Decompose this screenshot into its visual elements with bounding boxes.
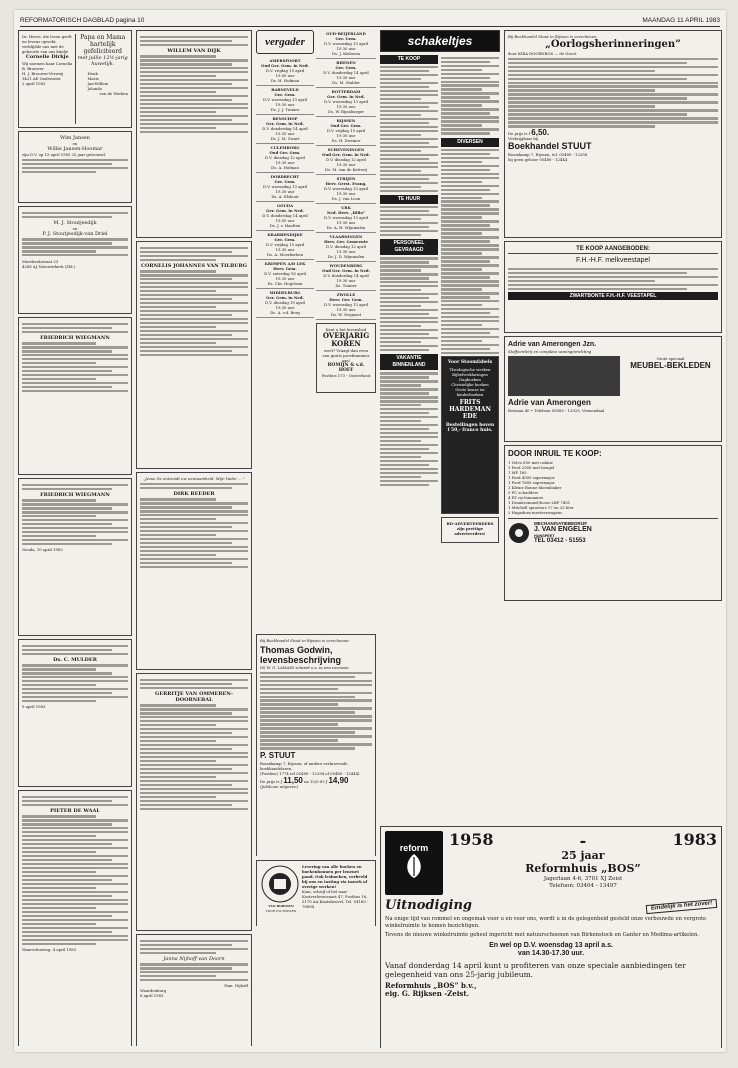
church-entry: [316, 117, 376, 146]
church-preacher: Ds. W. Rijnsburger: [328, 109, 364, 114]
reform-body-1: Na enige tijd van rommel en ongemak voor u en voor ons, wordt u in de gelegenheid gesteld onze verbouwde en vergrote winkelruimte te komen bezichtigen.: [385, 916, 707, 929]
church-entry: [256, 144, 314, 173]
reform-leaf-icon: [399, 851, 429, 881]
church-place: RIJSSEN: [336, 118, 356, 123]
church-entry: [256, 115, 314, 144]
diversen-banner: DIVERSEN: [441, 138, 499, 147]
reformhuis-box: [380, 826, 722, 1048]
rd-advertisers-text: RD-ADVERTEERDERS zijn prettige adverteerders!: [446, 520, 494, 536]
reform-sign: Reformhuis „BOS” b.v.,: [385, 980, 477, 990]
hardeman-name: FRITS HARDEMAN: [449, 398, 491, 413]
schakeltjes-right: [441, 55, 499, 835]
van-dijk-obituary: [136, 30, 252, 238]
reform-year-2: 1983: [672, 830, 717, 849]
church-entry: [316, 291, 376, 320]
masthead: [20, 14, 720, 27]
koren-brand: ROMIJN & v.d. HOFF: [327, 363, 365, 373]
church-preacher: Ds. J. M. Zwart: [270, 136, 300, 141]
nijhoff-sign: Fam. Nijhoff: [224, 983, 248, 989]
wim-name: Willie Jansen-Hoomar: [47, 146, 103, 152]
hardeman-title: Voor Stoomfabels: [447, 359, 493, 365]
church-preacher: Ds. A. Moerkerken: [266, 252, 304, 257]
church-time: 19.30 uur: [275, 189, 295, 194]
mech-tel: TEL 03412 - 51553: [534, 538, 586, 544]
church-kind: Herv. Ger. Gem.: [329, 297, 363, 302]
church-time: 19.30 uur: [275, 247, 295, 252]
church-entry: [256, 260, 314, 289]
church-preacher: Ds. A. Elshout: [271, 194, 299, 199]
church-time: 19.30 uur: [275, 160, 295, 165]
church-date: D.V. vrijdag 15 april: [265, 242, 305, 247]
godwin-note: (Jubileum uitgaven): [260, 784, 299, 790]
te-koop-aangeboden-ad: [504, 241, 722, 333]
church-time: 19.30 uur: [336, 191, 356, 196]
wim-en: en: [72, 141, 78, 146]
papa-mama-sub: met jullie 12½-jarig huwelijk.: [77, 55, 128, 67]
door-inruil-item: 1 Ford 4000 supermajor: [508, 475, 555, 480]
godwin-price-sub: na 15/5-83 ƒ: [304, 779, 328, 785]
mulder-date: 9 april 1983: [22, 703, 46, 709]
church-time: 19.30 uur: [336, 162, 356, 167]
schakeltjes-title: schakeltjes: [407, 33, 473, 48]
aangeboden-item: F.H.-H.F. melkveestapel: [576, 257, 650, 264]
church-preacher: Ds. H. Zwemer: [331, 138, 361, 143]
schakeltjes-left: [380, 55, 438, 835]
amerongen-ad: [504, 336, 722, 442]
van-tilburg-obituary: [136, 241, 252, 469]
stoutjesdijk-address: Meerkerkstraat 23 4268 AJ Nieuwerkerk (Zld.): [22, 259, 76, 270]
church-preacher: Ds. M. Mulder: [332, 80, 360, 85]
oorlog-intro: Bij Boekhandel Stuut in Rijssen is verschenen:: [508, 34, 598, 39]
oorlogsherinneringen-ad: [504, 30, 722, 238]
vergader-logo-text: vergader: [265, 35, 305, 48]
aangeboden-footer: ZWARTBONTE F.H.-H.F. VEESTAPEL: [508, 292, 718, 300]
reform-body-2: Tevens de nieuwe winkelruimte geheel ingericht met natuurschoenen van Birkenstock en Ganter en Medima-artikelen.: [385, 932, 699, 938]
reformhuis-ad: [380, 826, 722, 1048]
godwin-price: 11,50: [283, 776, 303, 786]
church-place: BARNEVELD: [271, 87, 299, 92]
van-horssen-address: Kom, schrijf of bel naar Kostverlorenvaart 47, Postbus 16, 5170 AA Kaatsheuvel, Tel. 04160 - 76894: [302, 889, 369, 909]
church-preacher: Ds. J. D. Wijnmalen: [327, 254, 365, 259]
papa-mama-names: Henk Marie Jan-Willem Jolanda: [87, 71, 109, 91]
vakantie-banner: VAKANTIE BINNENLAND: [380, 354, 438, 370]
church-preacher: Ds. J. J. Tuinier: [270, 107, 300, 112]
reform-year-1: 1958: [449, 830, 494, 849]
church-preacher: Ds. Tuinier: [335, 283, 357, 288]
van-horssen-ring: VAN HORSSEN: [268, 904, 294, 908]
nijhoff-obituary: [136, 934, 252, 1046]
hardeman-ad: [441, 356, 499, 514]
church-entry: [316, 30, 376, 59]
church-date: D.V. woensdag 13 april: [323, 186, 369, 191]
rd-advertisers-box: [441, 517, 499, 543]
wiegmann-title: FRIEDRICH WIEGMANN: [40, 334, 110, 341]
church-place: KRIMPEN A/D LEK: [264, 261, 306, 266]
koren-top: Kent u het levenslied: [325, 327, 367, 332]
column-4-vergader: [316, 30, 376, 630]
church-place: STRIJEN: [336, 176, 356, 181]
church-date: D.V. zaterdag 16 april: [264, 271, 306, 276]
door-inruil-item: 4 PZ cyclomaaiers: [508, 495, 544, 500]
reform-sign-2: eig. G. Rijksen -Zeist.: [385, 988, 470, 998]
reform-zover: Eindelijk is het zover!: [645, 898, 717, 913]
amerongen-sub: Stoffeerderij en complete woninginrichting: [508, 349, 592, 354]
church-date: D.V. vrijdag 15 april: [265, 68, 305, 73]
hardeman-city: EDE: [462, 412, 478, 420]
reform-open-2: van 14.30-17.30 uur.: [517, 949, 585, 957]
church-place: MIDDELBURG: [269, 290, 301, 295]
godwin-intro: Bij Boekhandel Stuut in Rijssen is verschenen:: [260, 638, 350, 643]
stoutjesdijk-en: en: [72, 225, 78, 231]
church-date: D.V. vrijdag 15 april: [326, 128, 366, 133]
de-waal-obituary: [18, 790, 132, 1046]
wim-text: zijn D.V. op 15 april 1983 25 jaar getrouwd.: [22, 152, 107, 157]
reform-jaar: 25 jaar: [561, 849, 605, 862]
godwin-ad: [256, 634, 376, 856]
vergader-logo: [256, 30, 314, 54]
door-inruil-item: 1 Kleine Ronne bloembaker: [508, 485, 562, 490]
church-kind: Ger. Gem.: [335, 36, 357, 41]
amerongen-title: Adrie van Amerongen Jzn.: [508, 341, 597, 348]
birth-ad-text: Dr. Heere, die leven geeft en levens opwekt, verblijdde ons met de geboorte van ons kindje: [22, 34, 72, 54]
church-entry: [316, 262, 376, 291]
van-horssen-sub: VOOR UW BOEKEN: [265, 909, 297, 913]
church-listing-col4: [316, 30, 376, 320]
church-kind: Oud Ger. Gem.: [330, 123, 362, 128]
church-kind: Ger. Gem.: [274, 179, 296, 184]
van-ommeren-obituary: [136, 673, 252, 931]
door-inruil-item: 1 Ford 2000 met beugel: [508, 465, 555, 470]
church-time: 19.30 uur: [336, 220, 356, 225]
birth-ad: [18, 30, 132, 128]
church-place: OUD-BEIJERLAND: [326, 31, 366, 36]
church-kind: Ned. Herv. „Bilio”: [326, 210, 366, 215]
door-inruil-item: 1 MF 165: [508, 470, 527, 475]
church-preacher: Ds. A. H. Wijnmalen: [326, 225, 366, 230]
van-horssen-ad: [256, 860, 376, 926]
birth-ad-parents: B. Brouwer H. J. Brouwer-Verweij: [22, 66, 64, 76]
birth-ad-sign: Wij noemen haar Cornelia: [22, 61, 73, 66]
stoutjesdijk-ad: [18, 206, 132, 314]
reeder-quote: „Jezus Ge ontzondt uw eenzaamheid. Mijn Vader ... ”: [143, 476, 245, 481]
column-2: [136, 30, 252, 1046]
church-entry: [316, 88, 376, 117]
church-date: D.V. woensdag 13 april: [323, 215, 369, 220]
church-date: D.V. woensdag 13 april: [323, 41, 369, 46]
church-place: VLAARDINGEN: [329, 234, 363, 239]
church-time: 19.00 uur: [275, 218, 295, 223]
church-date: D.V. woensdag 13 april: [323, 302, 369, 307]
church-place: AMERSFOORT: [269, 58, 301, 63]
wiegmann-date: Gouda, 10 april 1983: [22, 546, 63, 552]
te-koop-banner: TE KOOP: [380, 55, 438, 64]
church-time: 19.30 uur: [275, 102, 295, 107]
church-date: D.V. woensdag 13 april: [262, 184, 308, 189]
church-place: CULEMBORG: [270, 145, 300, 150]
reform-address: Jagerlaan 4-6, 3701 XJ Zeist: [543, 876, 623, 882]
door-inruil-list: [508, 460, 718, 515]
van-ommeren-title: GERRITJE VAN OMMEREN-DOORNEBAL: [155, 690, 233, 703]
koren-title: OVERJARIG KOREN: [322, 331, 370, 348]
wim-title: Wim Jansen: [60, 135, 90, 141]
nijhoff-name: Janna Nijhoff-van Doorn: [163, 955, 225, 962]
oorlog-stuut-address: Boomkamp 7, Rijssen, tel. 05480 - 12294 bij geen gehoor 05480 - 12444: [508, 151, 588, 162]
church-preacher: Ds. A. v.d. Berg: [270, 310, 300, 315]
wiegmann-obituary: [18, 317, 132, 475]
papa-mama-sign: van de Werken: [99, 91, 128, 96]
reform-title: Reformhuis „BOS”: [525, 862, 641, 875]
aangeboden-title: TE KOOP AANGEBODEN:: [508, 245, 718, 254]
church-kind: Ger. Gem.: [274, 92, 296, 97]
church-preacher: Ds. M. van de Ketterij: [324, 167, 368, 172]
church-preacher: Ds. H. Hofman: [270, 78, 300, 83]
koren-address: Postbus 173 - Oosterhout: [321, 373, 371, 378]
wim-jansen-ad: [18, 131, 132, 203]
church-date: D.V. donderdag 14 april: [262, 213, 308, 218]
door-inruil-item: 1 Volvo 650 met cabine: [508, 460, 553, 465]
church-place: BENSCHOP: [272, 116, 298, 121]
church-entry: [256, 231, 314, 260]
column-5-schakeltjes: [380, 30, 500, 840]
church-preacher: Ds. Chr. Hogchem: [267, 281, 303, 286]
mech-place: HUNSPEET: [534, 534, 555, 538]
church-date: D.V. dinsdag 19 april: [265, 300, 305, 305]
mech-title: MECHANISATIEBEDRIJF: [534, 521, 588, 526]
te-huur-banner: TE HUUR: [380, 195, 438, 204]
church-place: ROTTERDAM: [331, 89, 361, 94]
hardeman-call: Bestellingen boven f 50,- franco huis.: [445, 422, 495, 433]
door-inruil-item: 1 Draaitrommel/bouw LBP 7401: [508, 500, 571, 505]
godwin-stuut-name: P. STUUT: [260, 751, 296, 761]
church-place: WOUDENBERG: [329, 263, 363, 268]
church-kind: Ger. Gem. in Ned.: [266, 208, 304, 213]
mulder-obituary: [18, 639, 132, 787]
godwin-price-2: 14,90: [328, 776, 349, 786]
church-time: 19.30 uur: [275, 305, 295, 310]
church-date: D.V. dinsdag 12 april: [326, 157, 366, 162]
mech-name: J. VAN ENGELEN: [534, 526, 592, 533]
church-time: 19.30 uur: [336, 278, 356, 283]
van-horssen-text: Levering van alle boeken en boekenbonnen per lenenet pand. Ook lesboeken, verbeeld bij ons en tasting via inzoek of overige werken!: [302, 864, 368, 889]
personeel-banner: PERSONEEL GEVRAAGD: [380, 239, 438, 255]
church-time: 19.30 uur: [336, 75, 356, 80]
godwin-price-label: De prijs is ƒ: [260, 779, 283, 785]
door-inruil-title: DOOR INRUIL TE KOOP:: [508, 449, 602, 458]
church-entry: [316, 146, 376, 175]
amerongen-promo: Grote speciaal: [656, 356, 685, 361]
church-preacher: Ds. A. Hofman: [271, 165, 299, 170]
church-entry: [256, 86, 314, 115]
godwin-title-1: Thomas Godwin,: [260, 645, 333, 655]
church-time: 19.30 uur: [336, 133, 356, 138]
church-time: 19.30 uur: [275, 131, 295, 136]
church-date: D.V. dinsdag 12 april: [265, 155, 305, 160]
church-place: URK: [341, 205, 351, 210]
oorlog-price: 6,50.: [531, 127, 550, 137]
birth-ad-address: 3421 AE Oudewater 2 april 1983: [22, 76, 61, 86]
stoutjesdijk-name-1: M. J. Stoutjesdijk: [53, 219, 97, 226]
koren-sub: weet? Vraagt dan even een gratis proefnummer aan!: [322, 348, 370, 363]
van-dijk-title: WILLEM VAN DIJK: [167, 47, 221, 54]
church-entry: [316, 59, 376, 88]
church-kind: Oud Ger. Gem.: [269, 150, 301, 155]
reeder-title: DIRK REEDER: [173, 490, 215, 497]
schakeltjes-header: [380, 30, 500, 52]
church-time: 19.30 uur: [275, 276, 295, 281]
de-waal-date: Waarschuwing: 4 april 1983: [22, 946, 77, 952]
column-6: [504, 30, 722, 830]
nijhoff-date: Waardenburg 6 april 1983: [140, 988, 167, 999]
church-entry: [256, 289, 314, 318]
reform-year-dash: -: [579, 830, 587, 850]
church-place: GOUDA: [276, 203, 294, 208]
reform-open-1: En wel op D.V. woensdag 13 april a.s.: [489, 941, 613, 949]
church-kind: Ger. Gem.: [274, 237, 296, 242]
amerongen-meubel: MEUBEL-BEKLEDEN: [630, 361, 711, 370]
oorlog-title: „Oorlogsherinneringen”: [545, 39, 681, 50]
church-kind: Ger. Gem. in Ned.: [266, 121, 304, 126]
oorlog-stuut-name: Boekhandel STUUT: [508, 140, 592, 151]
van-tilburg-title: CORNELIS JOHANNES VAN TILBURG: [141, 262, 247, 269]
birth-ad-name: Cornelie Dirkje: [25, 54, 69, 60]
church-entry: [256, 173, 314, 202]
church-kind: Ger. Gem.: [335, 65, 357, 70]
church-kind: Oud Ger. Gem. in Ned.: [322, 152, 370, 157]
church-date: D.V. woensdag 13 april: [262, 97, 308, 102]
church-preacher: Ds. J. van Loon: [331, 196, 361, 201]
church-entry: [256, 202, 314, 231]
oorlog-price-label: De prijs is f: [508, 130, 531, 136]
reform-logo: [385, 831, 443, 895]
amerongen-bottom: Adrie van Amerongen: [508, 398, 591, 407]
masthead-date: MAANDAG 11 APRIL 1983: [642, 16, 720, 24]
church-date: D.V. donderdag 14 april: [323, 273, 369, 278]
godwin-box: [256, 634, 376, 856]
church-time: 19.30 uur: [336, 46, 356, 51]
church-kind: Herv. Ger. Gemeente: [324, 239, 368, 244]
church-entry: [256, 57, 314, 86]
tractor-wheel-icon: [508, 522, 530, 544]
church-place: DORDRECHT: [270, 174, 300, 179]
church-time: 19.30 uur: [336, 249, 356, 254]
godwin-stuut-tel: (Postbus) 1774 tel 05480 - 12294 of 05480 - 12444): [260, 771, 360, 777]
church-listing-col3: [256, 57, 314, 318]
wiegmann-title-2: FRIEDRICH WIEGMANN: [40, 491, 110, 498]
church-place: RHENEN: [336, 60, 356, 65]
church-preacher: Ds. W. Vergunst: [330, 312, 362, 317]
church-place: SCHEVENINGEN: [327, 147, 365, 152]
church-preacher: Ds. J. Kieboom: [332, 51, 360, 56]
amerongen-photo: [508, 356, 620, 396]
godwin-sub: (8) W. G. LAMAIN schreef o.a. in een recensie:: [260, 665, 350, 670]
wiegmann-obituary-2: [18, 478, 132, 636]
oorlog-stuut-label: Verkrijgbaar bij: [508, 135, 539, 141]
church-date: D.V. woensdag 13 april: [323, 99, 369, 104]
godwin-title-2: levensbeschrijving: [260, 655, 342, 665]
church-time: 19.00 uur: [275, 73, 295, 78]
hardeman-body: Theologische werken Bijbelverklaringen Dagboeken Christelijke boeken Grote keuze en kinderboeken: [449, 366, 491, 397]
church-place: KRABBENDIJKE: [267, 232, 303, 237]
church-entry: [316, 204, 376, 233]
reeder-obituary: [136, 472, 252, 670]
door-inruil-item: 5 FC schudders: [508, 490, 539, 495]
church-date: D.V. donderdag 14 april: [262, 126, 308, 131]
masthead-title: REFORMATORISCH DAGBLAD pagina 10: [20, 16, 145, 24]
door-inruil-ad: [504, 445, 722, 601]
reform-logo-text: reform: [399, 842, 429, 853]
church-time: 19.30 uur: [336, 307, 356, 312]
reform-tel: Telefoon: 03404 - 13497: [549, 883, 617, 889]
amerongen-address: Bostaan 40 • Telefoon 08385 - 12925, Veenendaal: [508, 408, 605, 413]
church-kind: Ger. Gem. in Ned.: [327, 94, 365, 99]
church-kind: Ger. Gem. in Ned.: [266, 295, 304, 300]
stoutjesdijk-name-2: P. J. Stoutjesdijk-van Driel: [42, 230, 108, 237]
door-inruil-item: 1 Mitchell sproeiers 17 en 25 liter: [508, 505, 574, 510]
church-time: 19.30 uur: [336, 104, 356, 109]
church-date: D.V. dinsdag 12 april: [326, 244, 366, 249]
church-entry: [316, 175, 376, 204]
church-preacher: Ds. J. v. Haaften: [269, 223, 301, 228]
church-date: D.V. donderdag 14 april: [323, 70, 369, 75]
church-entry: [316, 233, 376, 262]
church-kind: Oud Ger. Gem. in Ned.: [261, 63, 309, 68]
newspaper-page: [14, 10, 726, 1052]
de-waal-title: PIETER DE WAAL: [50, 807, 100, 814]
church-place: ZWOLLE: [336, 292, 356, 297]
papa-mama-title: Papa en Mama hartelijk gefeliciteerd: [80, 34, 126, 55]
reform-vanaf: Vanaf donderdag 14 april kunt u profiteren van onze speciale aanbiedingen ter gelegenheid van ons 25-jarig jubileum.: [385, 960, 686, 979]
church-kind: Herv. Gerst. Evang.: [325, 181, 367, 186]
column-1: [18, 30, 132, 1046]
door-inruil-item: 1 Ford 7600 supermajor: [508, 480, 555, 485]
koren-ad: [316, 323, 376, 393]
van-horssen-logo-icon: [260, 864, 300, 904]
church-kind: Oud Ger. Gem. in Ned.: [322, 268, 370, 273]
church-kind: Herv. Gem.: [273, 266, 297, 271]
door-inruil-item: 2 Hagedorn mestverwagens: [508, 510, 563, 515]
mulder-title: Ds. C. MULDER: [53, 656, 97, 663]
oorlog-sub: door KIRA DOORNBOS — de Groot: [508, 51, 577, 56]
van-horssen-box: [256, 860, 376, 926]
column-3-vergader: [256, 30, 314, 630]
godwin-stuut-address: Boomkamp 7, Rijssen, of andere verkrovende boekhandelaren.: [260, 761, 348, 772]
reform-uitnodiging: Uitnodiging: [385, 898, 473, 913]
